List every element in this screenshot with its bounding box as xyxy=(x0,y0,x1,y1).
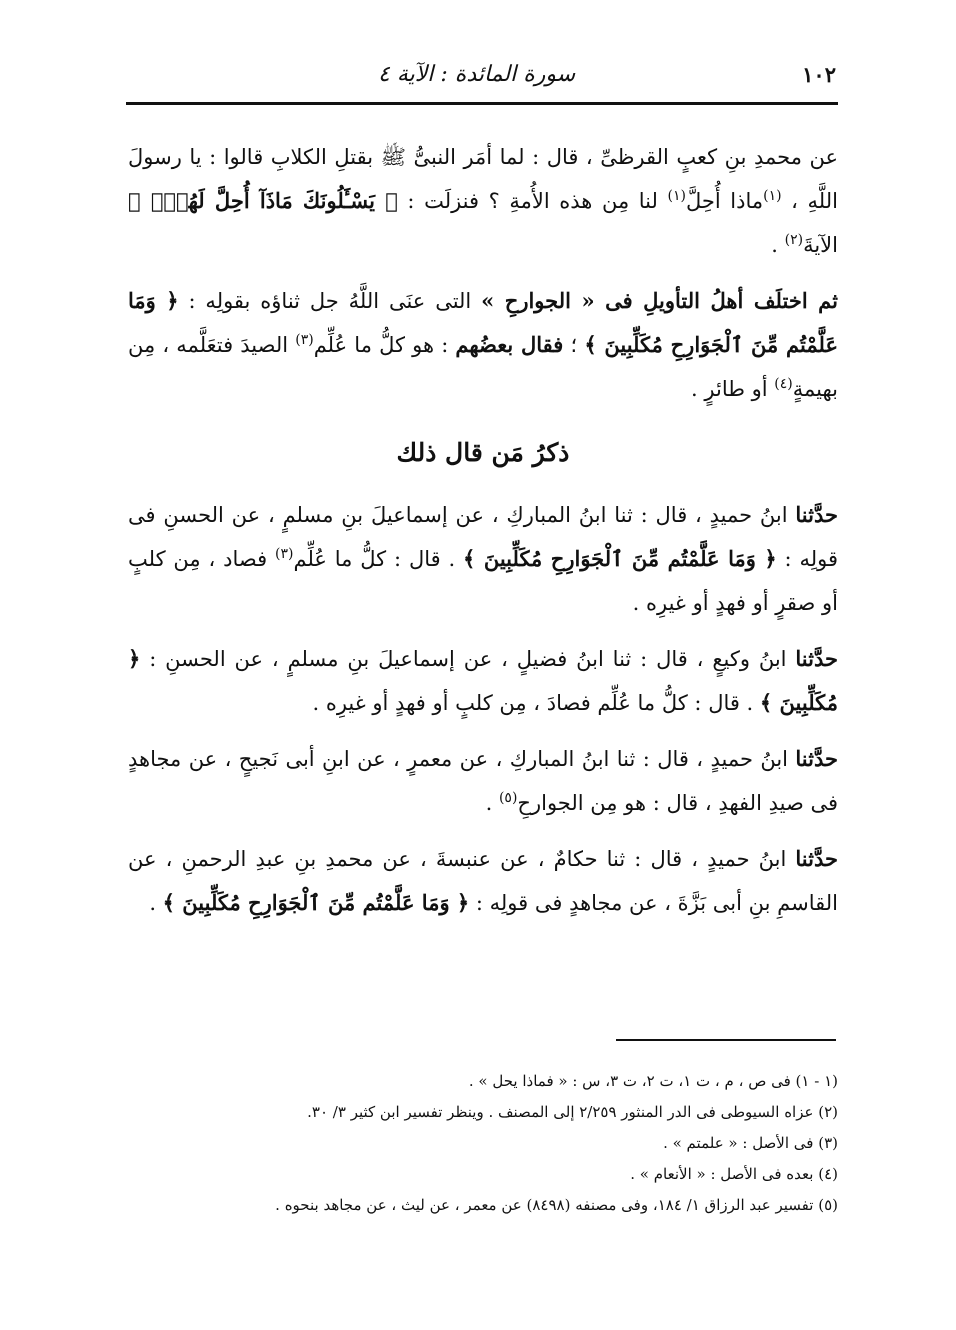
footnote-mark: (١) xyxy=(667,188,686,204)
text-span: . xyxy=(485,791,499,815)
footnote: (١ - ١) فى ص ، م ، ت ١، ت ٢، ت ٣، س : « فماذا يحل » . xyxy=(468,1072,838,1090)
text-span: : هو كلُّ ما عُلِّم xyxy=(313,333,456,357)
paragraph-1 xyxy=(128,135,838,267)
footnote-mark: (٣) xyxy=(295,332,314,348)
bold-lead: فقال بعضُهم xyxy=(455,332,564,357)
text-span: لنا مِن هذه الأُمةِ ؟ فنزلَت : xyxy=(397,189,668,213)
footnote-mark: (٥) xyxy=(498,790,518,806)
main-text xyxy=(128,135,838,937)
bold-lead: حدَّثنا xyxy=(795,746,838,771)
text-span: ابنُ حميدٍ ، قال : ثنا حكامٌ ، عن عنبسةَ ، عن محمدِ بنِ عبدِ الرحمنِ ، عن القاسمِ بنِ أبى بَزَّةَ ، عن مجاهدٍ فى قولِه : xyxy=(128,847,838,915)
text-span: . xyxy=(771,233,785,257)
paragraph-4 xyxy=(128,637,838,725)
quran-verse: ﴿ وَمَا عَلَّمْتُم مِّنَ ٱلْجَوَارِحِ مُكَلِّبِينَ ﴾ xyxy=(162,890,470,915)
text-span: . xyxy=(149,891,163,915)
paragraph-6-text xyxy=(128,837,838,925)
footnote: (٣) فى الأصل : « علمتم » . xyxy=(663,1134,838,1152)
footnote-mark: (٤) xyxy=(774,376,793,392)
footnote: (٥) تفسير عبد الرزاق ١/ ١٨٤، وفى مصنفه (٨٤٩٨) عن معمر ، عن ليث ، عن مجاهد بنحوه . xyxy=(275,1196,838,1214)
text-span: ابنُ حميدٍ ، قال : ثنا ابنُ المباركِ ، عن إسماعيلَ بنِ مسلمٍ ، عن الحسنِ فى قولِه : xyxy=(128,503,838,571)
section-title: ذكرُ مَن قال ذلك xyxy=(396,438,570,467)
text-span: ؛ xyxy=(563,333,585,357)
text-span: اللَّهِ ، xyxy=(781,189,838,213)
text-span: الآيةَ xyxy=(803,233,838,257)
paragraph-3-text xyxy=(128,493,838,625)
bold-lead: حدَّثنا xyxy=(795,846,838,871)
quran-verse: ﴿ وَمَا عَلَّمْتُم مِّنَ ٱلْجَوَارِحِ مُكَلِّبِينَ ﴾ xyxy=(128,288,838,357)
text-span: ابنُ وكيعٍ ، قال : ثنا ابنُ فضيلٍ ، عن إسماعيلَ بنِ مسلمٍ ، عن الحسنِ : xyxy=(140,647,796,671)
running-head: سورة المائدة : الآية ٤ xyxy=(378,61,576,87)
quran-verse: ﴿ يَسْـَٔلُونَكَ مَاذَآ أُحِلَّ لَهُمْۖ ﴾ xyxy=(128,188,398,213)
paragraph-4-text xyxy=(128,637,838,725)
text-span: الصيدَ فتعَلَّمه ، مِن بهيمةٍ xyxy=(128,333,838,401)
footnote: (٤) بعده فى الأصل : « الأنعام » . xyxy=(630,1165,838,1183)
text-span: التى عنَى اللَّهُ جل ثناؤه بقولِه : xyxy=(178,289,482,313)
text-span: . قال : كلُّ ما عُلِّم xyxy=(293,547,464,571)
paragraph-6 xyxy=(128,837,838,925)
bold-lead: حدَّثنا xyxy=(795,502,838,527)
page-number: ١٠٢ xyxy=(802,61,836,87)
text-span: ماذا أُحِلَّ xyxy=(685,189,764,213)
text-span: أو طائرٍ . xyxy=(691,377,775,401)
paragraph-5-text xyxy=(128,737,838,825)
footnote: (٢) عزاه السيوطى فى الدر المنثور ٢/٢٥٩ إلى المصنف . وينظر تفسير ابن كثير ٣/ ٣٠. xyxy=(307,1103,838,1121)
footnotes xyxy=(128,1066,838,1221)
text-span: فصاد ، مِن كلبٍ أو صقرٍ أو فهدٍ أو غيرِه . xyxy=(128,547,838,615)
paragraph-2 xyxy=(128,279,838,411)
footnote-mark: (٣) xyxy=(275,546,294,562)
paragraph-5 xyxy=(128,737,838,825)
footnote-mark: (٢) xyxy=(784,232,804,248)
paragraph-2-text xyxy=(128,279,838,411)
footnote-mark: (١) xyxy=(763,188,782,204)
paragraph-1-text xyxy=(128,135,838,267)
text-span: ابنُ حميدٍ ، قال : ثنا ابنُ المباركِ ، عن معمرٍ ، عن ابنِ أبى نَجيحٍ ، عن مجاهدٍ فى صيدِ الفهدِ ، قال : هو مِن الجوارحِ xyxy=(128,747,838,815)
bold-lead: ثم اختلَف أهلُ التأويلِ فى « الجوارحِ » xyxy=(481,288,838,313)
page-header xyxy=(128,52,836,96)
header-rule xyxy=(126,102,838,105)
quran-verse: ﴿ مُكَلِّبِينَ ﴾ xyxy=(128,646,838,715)
text-span: . قال : كلُّ ما عُلِّم فصادَ ، مِن كلبٍ أو فهدٍ أو غيرِه . xyxy=(312,691,760,715)
paragraph-3 xyxy=(128,493,838,625)
quran-verse: ﴿ وَمَا عَلَّمْتُم مِّنَ ٱلْجَوَارِحِ مُكَلِّبِينَ ﴾ xyxy=(463,546,777,571)
text-span: عن محمدِ بنِ كعبٍ القرظىِّ ، قال : لما أمَر النبىُّ ﷺ بقتلِ الكلابِ قالوا : يا رسولَ xyxy=(128,145,838,169)
bold-lead: حدَّثنا xyxy=(795,646,838,671)
footnote-rule xyxy=(616,1039,836,1041)
